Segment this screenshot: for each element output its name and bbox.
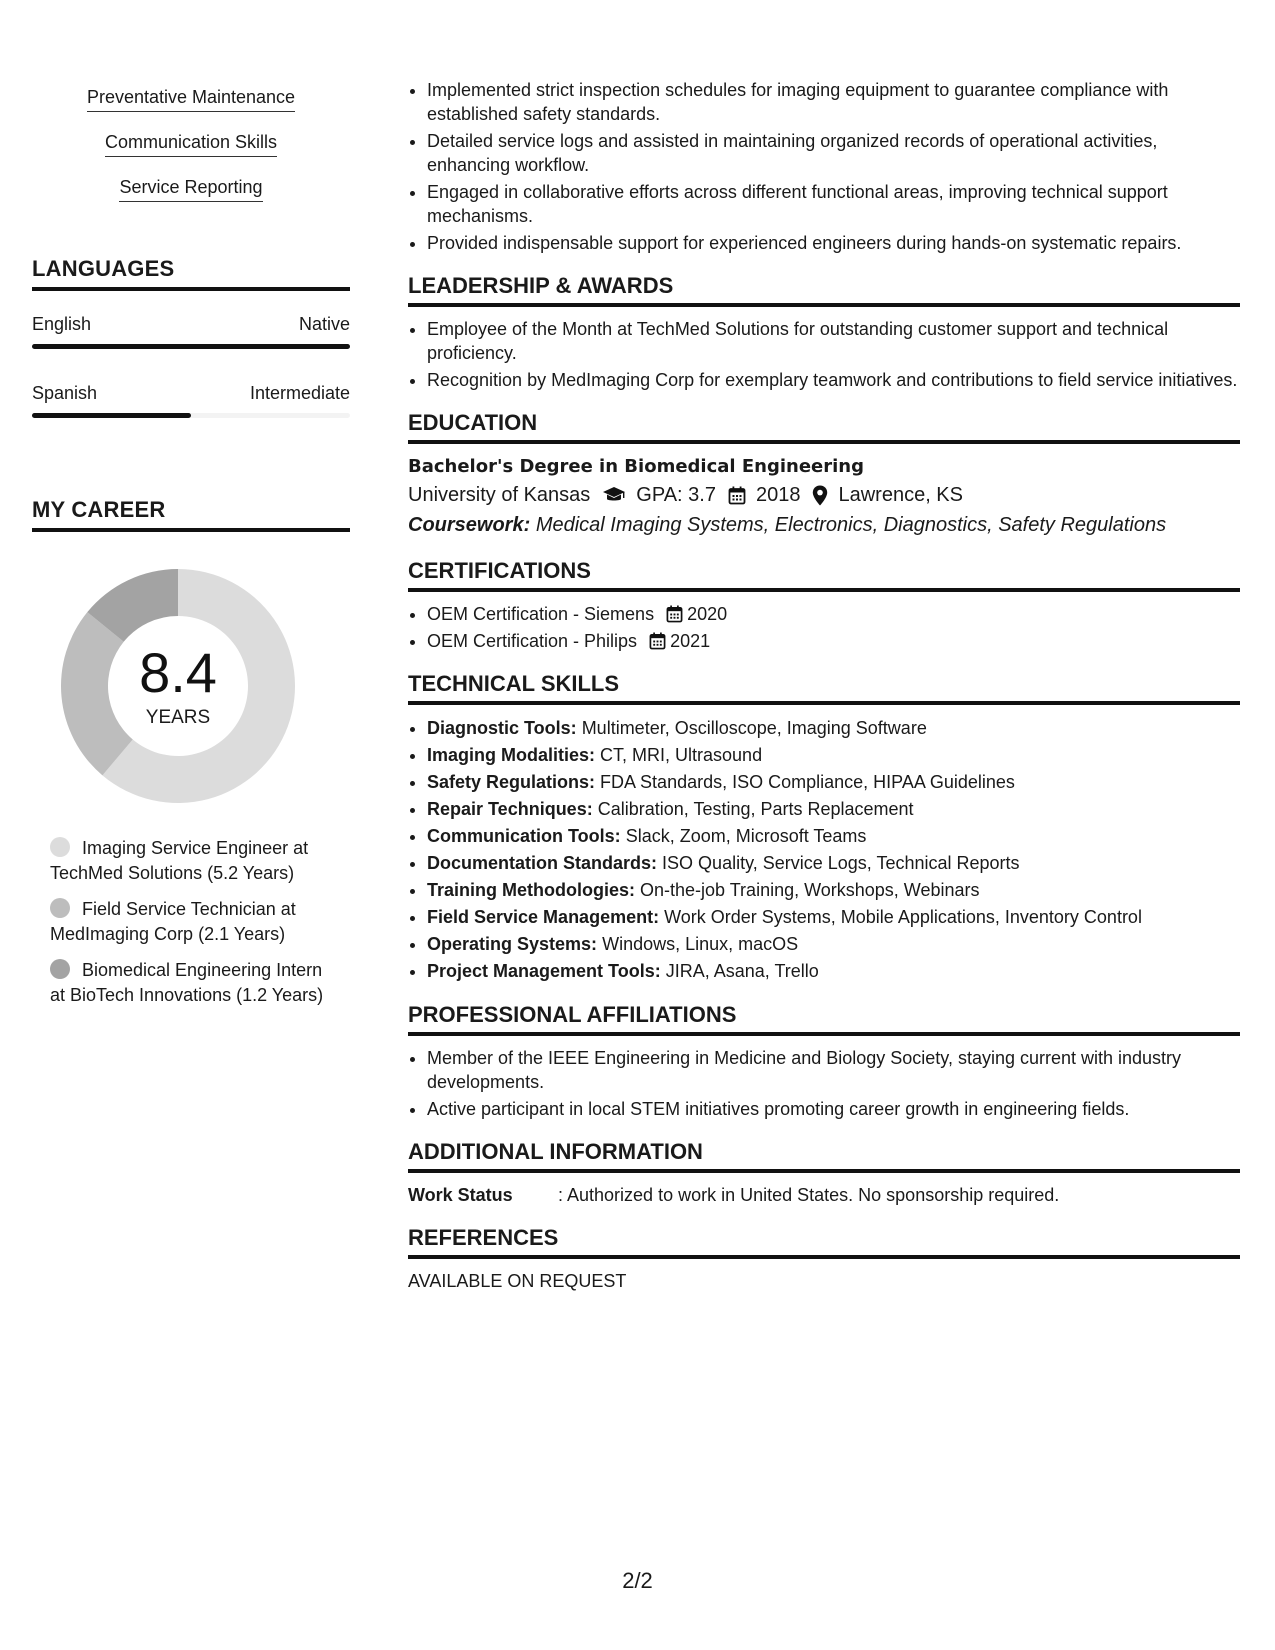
skill-category: Training Methodologies: <box>427 880 635 900</box>
technical-skills-title: TECHNICAL SKILLS <box>408 671 1240 705</box>
technical-skills-list <box>408 715 1240 984</box>
leadership-title: LEADERSHIP & AWARDS <box>408 273 1240 307</box>
experience-bullets <box>408 78 1240 255</box>
work-status-row <box>408 1183 1240 1207</box>
list-item: • Provided indispensable support for experienced engineers during hands-on systematic repairs. <box>427 231 1240 255</box>
list-item <box>427 796 1240 822</box>
skill-category: Operating Systems: <box>427 934 598 954</box>
education-school: University of Kansas <box>408 484 591 506</box>
education-year: 2018 <box>755 484 801 506</box>
list-item <box>427 823 1240 849</box>
legend-item <box>50 958 340 1008</box>
language-bar-fill <box>32 413 191 418</box>
skill-values: CT, MRI, Ultrasound <box>600 745 763 765</box>
skill-values: ISO Quality, Service Logs, Technical Reports <box>662 853 1020 873</box>
skill-category: Communication Tools: <box>427 826 621 846</box>
skill-values: JIRA, Asana, Trello <box>665 961 819 981</box>
right-column <box>408 78 1240 1293</box>
language-name: English <box>32 314 92 334</box>
list-item <box>427 904 1240 930</box>
language-level: Intermediate <box>249 383 350 403</box>
skill-values: On-the-job Training, Workshops, Webinars <box>640 880 980 900</box>
skill-values: Windows, Linux, macOS <box>602 934 799 954</box>
skill-label: Communication Skills <box>105 131 277 157</box>
skill-category: Imaging Modalities: <box>427 745 596 765</box>
list-item <box>427 850 1240 876</box>
skill-category: Safety Regulations: <box>427 772 596 792</box>
cert-name: • OEM Certification - Siemens <box>427 604 655 624</box>
skill-item <box>32 86 350 131</box>
skill-values: Slack, Zoom, Microsoft Teams <box>625 826 867 846</box>
career-title: MY CAREER <box>32 497 350 532</box>
skill-label: Preventative Maintenance <box>87 86 295 112</box>
skill-item <box>32 131 350 176</box>
language-bar-fill <box>32 344 350 349</box>
calendar-icon <box>728 486 746 505</box>
skill-values: Work Order Systems, Mobile Applications, Inventory Control <box>664 907 1142 927</box>
skill-values: Calibration, Testing, Parts Replacement <box>597 799 914 819</box>
skill-category: Repair Techniques: <box>427 799 593 819</box>
education-degree: Bachelor's Degree in Biomedical Engineering <box>408 456 864 477</box>
career-legend <box>50 836 340 1019</box>
skill-category: Diagnostic Tools: <box>427 718 577 738</box>
calendar-icon <box>649 632 666 650</box>
legend-label: Field Service Technician at MedImaging Corp (2.1 Years) <box>50 899 296 944</box>
list-item <box>427 958 1240 984</box>
education-coursework <box>408 510 1240 540</box>
cert-year: 2021 <box>670 631 711 651</box>
graduation-cap-icon <box>602 486 626 504</box>
education-meta <box>408 480 1240 510</box>
list-item: • Employee of the Month at TechMed Solutions for outstanding customer support and technical proficiency. <box>427 317 1240 365</box>
education-location: Lawrence, KS <box>838 484 963 506</box>
list-item <box>427 629 1240 653</box>
language-item <box>32 313 350 349</box>
cert-year: 2020 <box>687 604 728 624</box>
list-item: • Active participant in local STEM initiatives promoting career growth in engineering fields. <box>427 1097 1240 1121</box>
languages-title: LANGUAGES <box>32 256 350 291</box>
legend-dot-icon <box>50 898 70 918</box>
career-unit: YEARS <box>145 707 211 728</box>
legend-dot-icon <box>50 959 70 979</box>
list-item <box>427 742 1240 768</box>
list-item: • Implemented strict inspection schedules for imaging equipment to guarantee compliance with established safety standards. <box>427 78 1240 126</box>
language-level: Native <box>298 314 350 334</box>
skill-item <box>32 176 350 221</box>
skill-list <box>32 86 350 221</box>
references-text: AVAILABLE ON REQUEST <box>408 1271 627 1291</box>
skill-values: FDA Standards, ISO Compliance, HIPAA Guidelines <box>600 772 1015 792</box>
skill-category: Project Management Tools: <box>427 961 661 981</box>
list-item <box>427 769 1240 795</box>
references-title: REFERENCES <box>408 1225 1240 1259</box>
coursework-value: Medical Imaging Systems, Electronics, Diagnostics, Safety Regulations <box>535 514 1167 536</box>
education-gpa: GPA: 3.7 <box>636 484 716 506</box>
coursework-label: Coursework: <box>408 514 531 536</box>
map-pin-icon <box>812 485 828 506</box>
list-item <box>427 602 1240 626</box>
career-donut-chart <box>55 563 301 809</box>
additional-info-title: ADDITIONAL INFORMATION <box>408 1139 1240 1173</box>
certifications-list <box>408 602 1240 653</box>
affiliations-list <box>408 1046 1240 1121</box>
language-item <box>32 382 350 418</box>
legend-item <box>50 836 340 886</box>
skill-category: Field Service Management: <box>427 907 660 927</box>
list-item <box>427 931 1240 957</box>
skill-label: Service Reporting <box>119 176 262 202</box>
legend-label: Biomedical Engineering Intern at BioTech Innovations (1.2 Years) <box>50 960 324 1005</box>
cert-name: • OEM Certification - Philips <box>427 631 638 651</box>
work-status-value: : Authorized to work in United States. No sponsorship required. <box>558 1185 1060 1205</box>
legend-label: Imaging Service Engineer at TechMed Solutions (5.2 Years) <box>50 838 309 883</box>
career-total: 8.4 <box>139 641 217 704</box>
list-item: • Recognition by MedImaging Corp for exemplary teamwork and contributions to field service initiatives. <box>427 368 1240 392</box>
language-bar <box>32 344 350 349</box>
education-title: EDUCATION <box>408 410 1240 444</box>
leadership-list <box>408 317 1240 392</box>
list-item: • Detailed service logs and assisted in maintaining organized records of operational activities, enhancing workflow. <box>427 129 1240 177</box>
list-item: • Engaged in collaborative efforts across different functional areas, improving technical support mechanisms. <box>427 180 1240 228</box>
legend-item <box>50 897 340 947</box>
language-bar <box>32 413 350 418</box>
list-item <box>427 715 1240 741</box>
affiliations-title: PROFESSIONAL AFFILIATIONS <box>408 1002 1240 1036</box>
language-name: Spanish <box>32 383 98 403</box>
skill-values: Multimeter, Oscilloscope, Imaging Software <box>581 718 927 738</box>
skill-category: Documentation Standards: <box>427 853 658 873</box>
legend-dot-icon <box>50 837 70 857</box>
calendar-icon <box>666 605 683 623</box>
list-item: • Member of the IEEE Engineering in Medicine and Biology Society, staying current with industry developments. <box>427 1046 1240 1094</box>
certifications-title: CERTIFICATIONS <box>408 558 1240 592</box>
work-status-label: Work Status <box>408 1185 513 1205</box>
list-item <box>427 877 1240 903</box>
page-number: 2/2 <box>622 1568 653 1593</box>
